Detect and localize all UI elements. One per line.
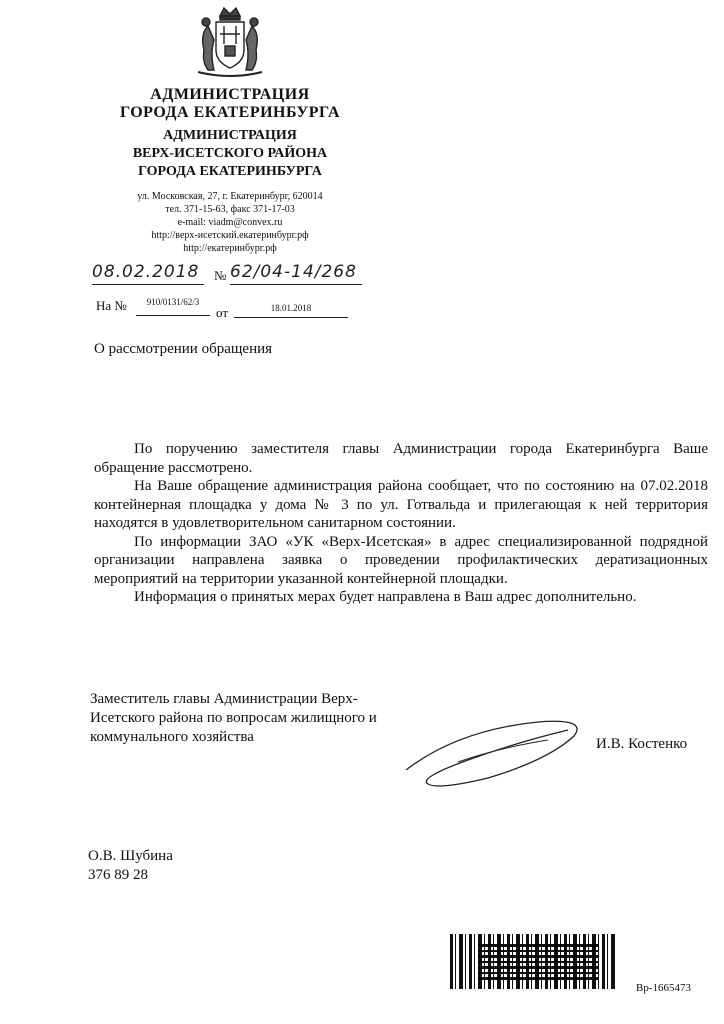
body-paragraph-3: По информации ЗАО «УК «Верх-Исетская» в адрес специализированной подрядной организации направлена заявка о проведении профилактических дератизационных мероприятий на территории указанной контейнерной площадки.	[94, 533, 708, 587]
dept-line-1: АДМИНИСТРАЦИЯ	[163, 128, 297, 143]
outgoing-number: 62/04-14/268	[230, 262, 362, 285]
email: e-mail: viadm@convex.ru	[177, 217, 283, 228]
signatory-title-line-3: коммунального хозяйства	[90, 729, 254, 745]
executor-block	[88, 847, 173, 885]
outgoing-number-label: №	[214, 268, 227, 283]
department-name	[60, 127, 400, 181]
org-line-1: АДМИНИСТРАЦИЯ	[150, 86, 310, 103]
body-paragraph-4: Информация о принятых мерах будет направлена в Ваш адрес дополнительно.	[134, 589, 637, 605]
reference-label: На №	[96, 298, 127, 313]
signatory-title-line-1: Заместитель главы Администрации Верх-	[90, 691, 358, 707]
org-line-2: ГОРОДА ЕКАТЕРИНБУРГА	[119, 104, 341, 121]
letter-subject: О рассмотрении обращения	[94, 341, 273, 357]
signatory-title-line-2: Исетского района по вопросам жилищного и	[90, 710, 377, 726]
reference-number: 910/0131/62/3	[136, 297, 210, 316]
handwritten-signature	[398, 700, 594, 792]
phone-fax: тел. 371-15-63, факс 371-17-03	[165, 204, 295, 215]
website-1: http://верх-исетский.екатеринбург.рф	[151, 230, 309, 241]
coat-of-arms-emblem	[190, 4, 270, 80]
body-paragraph-1: По поручению заместителя главы Администрации города Екатеринбурга Ваше обращение рассмотрено.	[94, 441, 708, 476]
document-registration-code: Вр-1665473	[636, 982, 691, 994]
dept-line-3: ГОРОДА ЕКАТЕРИНБУРГА	[138, 164, 322, 179]
outgoing-date: 08.02.2018	[92, 262, 204, 285]
executor-phone: 376 89 28	[88, 867, 148, 883]
contact-block	[100, 190, 360, 255]
address: ул. Московская, 27, г. Екатеринбург, 620014	[137, 191, 323, 202]
reference-from-label: от	[216, 305, 229, 320]
website-2: http://екатеринбург.рф	[183, 243, 277, 254]
reference-date: 18.01.2018	[234, 303, 348, 318]
organization-name	[60, 86, 400, 122]
letter-body	[94, 440, 708, 607]
signatory-title	[90, 690, 430, 747]
dept-line-2: ВЕРХ-ИСЕТСКОГО РАЙОНА	[132, 146, 328, 161]
document-barcode	[450, 934, 615, 989]
executor-name: О.В. Шубина	[88, 848, 173, 864]
body-paragraph-2: На Ваше обращение администрация района сообщает, что по состоянию на 07.02.2018 контейнерная площадка у дома № 3 по ул. Готвальда и прилегающая к ней территория находятся в удовлетворительном санитарном состоянии.	[94, 478, 708, 531]
signatory-name: И.В. Костенко	[596, 736, 688, 752]
